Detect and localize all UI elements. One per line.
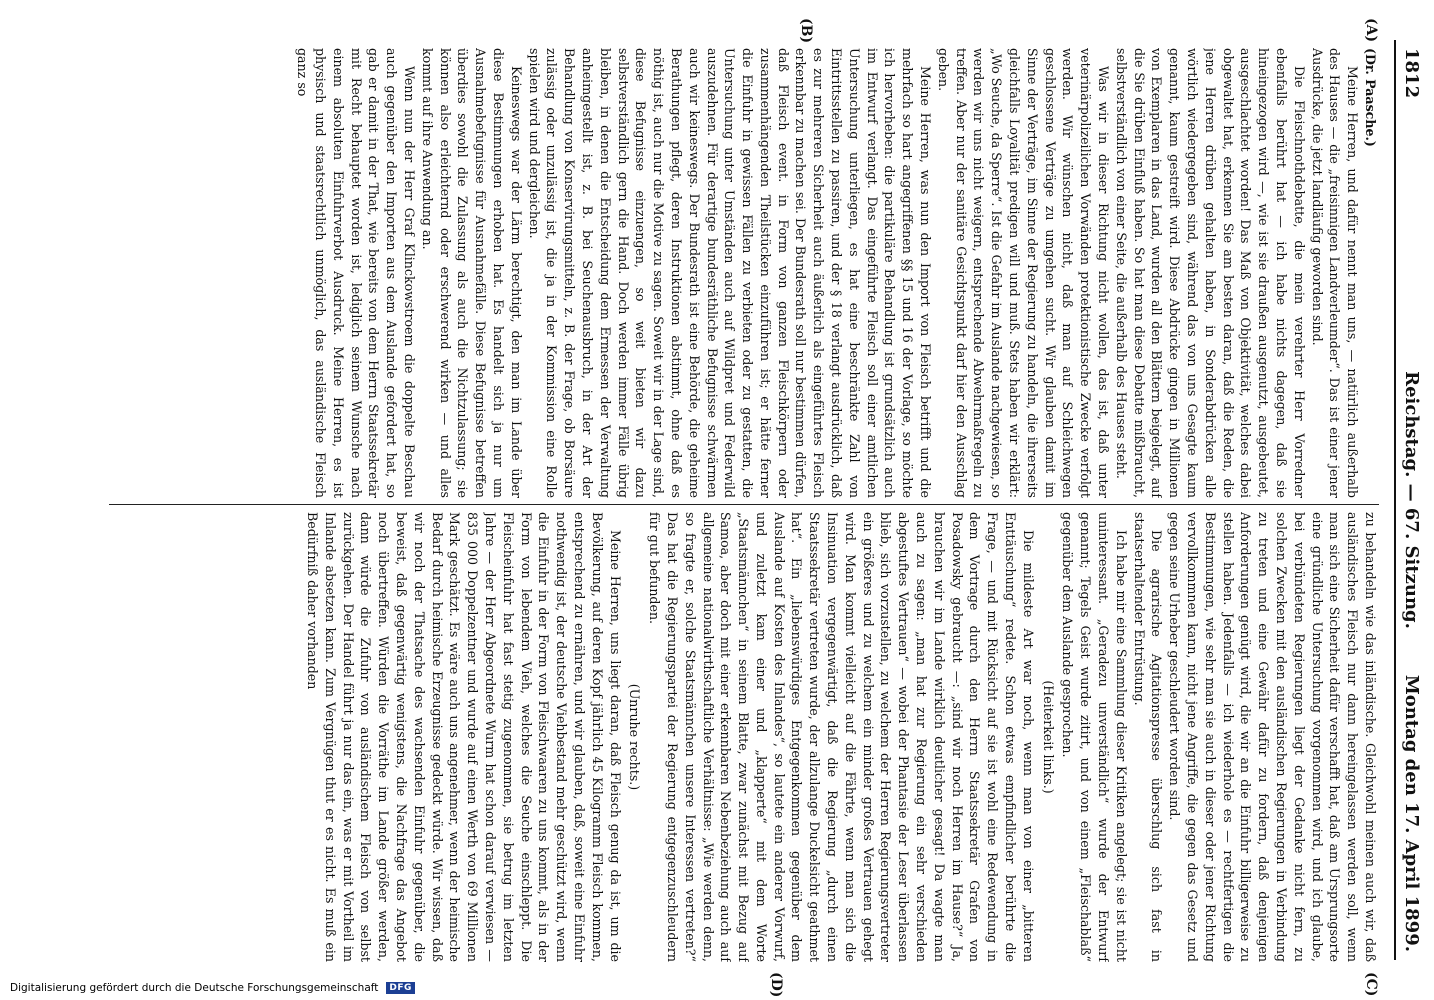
- paragraph: Meine Herren, und dafür nennt man uns, — natürlich außerhalb des Hauses — die „freisinnigen Landverleumder“. Das ist einer jener Ausdrücke, die jetzt landläufig geworden sind.: [1309, 48, 1361, 498]
- session-date: Montag den 17. April 1899.: [1401, 674, 1422, 952]
- page-header: [1394, 40, 1424, 960]
- paragraph: Ich habe mir eine Sammlung dieser Kritiken angelegt; sie ist nicht uninteressant. „Geradezu unverständlich“ wurde der Entwurf genannt; Tegels Geist wurde zitirt, und von einem „Fleischablaß“ gegenüber dem Auslande gesprochen.: [1060, 512, 1129, 962]
- paragraph: Meine Herren, uns liegt daran, daß Fleisch genug da ist, um die Bevölkerung, auf deren Kopf jährlich 45 Kilogramm Fleisch kommen, entsprechend zu ernähren, und wir glauben, daß, soweit eine Einfuhr nothwendig ist, der deutsche Viehbestand mehr geschützt wird, wenn die Einfuhr in der Form von Fleischwaaren zu uns kommt, als in der Form von lebendem Vieh, welches die Seuche einschleppt. Die Fleischeinfuhr hat fast stetig zugenommen, sie betrug im letzten Jahre — der Herr Abgeordnete Wurm hat schon darauf verwiesen — 835 000 Doppelzentner und wurde auf einen Werth von 69 Millionen Mark geschätzt. Es wäre auch uns angenehmer, wenn der heimische Bedarf durch heimische Erzeugnisse gedeckt würde. Wir wissen, daß wir noch der Thatsache des wachsenden Einfuhr gegenüber, die beweist, daß gegenwärtig wenigstens, die Nachfrage das Angebot noch übertreffen. Würden die Vorräthe im Lande größer werden, dann würde die Zufuhr von ausländischem Fleisch von selbst zurückgehen. Der Handel führt ja nur das ein, was er mit Vortheil im Inlande absetzen kann. Zum Vergnügen thut er es nicht. Es muß ein Bedürfniß daher vorhanden: [304, 512, 623, 962]
- paragraph: zu behandeln wie das inländische. Gleichwohl meinen auch wir, daß ausländisches Fleisch nur dann hereingelassen werden soll, wenn man sich eine Sicherheit dafür verschafft hat, daß am Ursprungsorte eine gründliche Untersuchung vorgenommen wird, und ich glaube, bei verbündeten Regierungen liegt der Gedanke nicht fern, zu solchen Zwecken mit den ausländischen Regierungen in Verbindung zu treten und eine Gewähr dafür zu fordern, daß denjenigen Anforderungen genügt wird, die wir an die Einfuhr billigerweise zu stellen haben. Jedenfalls — ich wiederhole es — rechtfertigen die Bestimmungen, wie sehr man sie auch in dieser oder jener Richtung vervollkommnen kann, nicht jene Angriffe, die gegen das Gesetz und gegen seine Urheber geschleudert worden sind.: [1167, 512, 1378, 962]
- paragraph: Was wir in dieser Richtung nicht wollen, das ist, daß unter veterinärpolizeilichen Vorwänden protektionistische Zwecke verfolgt werden. Wir wünschen nicht, daß man auf Schleichwegen geschlossene Verträge zu umgehen sucht. Wir glauben damit im Sinne der Verträge, im Sinne der Regierung zu handeln, die ihrerseits gleichfalls Loyalität predigen will und muß. Stets haben wir erklärt: „Wo Seuche, da Sperre“. Ist die Gefahr im Auslande nachgewiesen, so werden wir uns nicht weigern, entsprechende Abwehrmaßregeln zu treffen. Aber nur der sanitäre Gesichtspunkt darf hier den Ausschlag geben.: [935, 48, 1112, 498]
- right-column: [109, 512, 1379, 962]
- dfg-logo: DFG: [386, 982, 415, 994]
- paragraph: Die Fleischnothdebatte, die mein verehrter Herr Vorredner ebenfalls berührt hat — ich habe nichts dagegen, daß sie hineingezogen wird —, wie ist sie draußen ausgenutzt, ausgebeutet, ausgeschlachtet worden! Das Maß von Objektivität, welches dabei obgewaltet hat, erkennen Sie am besten daran, daß die Reden, die jene Herren drüben gehalten haben, in Sonderabdrücken alle wörtlich wiedergegeben sind, während das von uns Gesagte kaum genannt, kaum gestreift wird. Diese Abdrücke gingen in Millionen von Exemplaren in das Land, wurden all den Blättern beigelegt, auf die Sie drüben Einfluß haben. So hat man diese Debatte mißbraucht, selbstverständlich von einer Seite, die außerhalb des Hauses steht.: [1113, 48, 1307, 498]
- footer-credit: [10, 982, 415, 994]
- paragraph: Keineswegs war der Lärm berechtigt, den man im Lande über diese Bestimmungen erhoben hat. Es handelt sich ja nur um Ausnahmebefugnisse für Ausnahmefälle. Diese Befugnisse betreffen überdies sowohl die Zulassung als auch die Nichtzulassung; sie können also erleichternd oder erschwerend wirken — und alles kommt auf ihre Anwendung an.: [419, 48, 524, 498]
- paragraph: Die mildeste Art war noch, wenn man von einer „bitteren Enttäuschung“ redete. Schon etwas empfindlicher berührte die Frage, — und mit Rücksicht auf sie ist wohl eine Redewendung in dem Vortrage durch den Herrn Staatssekretär Grafen von Posadowsky gebraucht —: „sind wir noch Herren im Hause?“ Ja, brauchen wir im Lande wirklich deutlicher gesagt! Da wagte man auch zu sagen: „man hat zur Regierung ein sehr verschieden abgestuftes Vertrauen“ — wobei der Phantasie der Leser überlassen blieb, sich vorzustellen, zu welchem der Herren Regierungsvertreter ein größeres und zu welchem ein minder großes Vertrauen gehegt wird. Man kommt vielleicht auf die Fährte, wenn man sich die Insinuation vergegenwärtigt, daß die Regierung „durch einen Staatssekretär vertreten wurde, der allzulange Duckelsicht geathmet hat“. Ein „liebenswürdiges Entgegenkommen gegenüber dem Auslande auf Kosten des Inlandes“, so lautete ein anderer Vorwurf, und zuletzt kam einer und „klapperte“ mit dem Worte „Staatsmännchen“ in seinem Blatte, zwar zunächst mit Bezug auf Samoa, aber doch mit einer erkennbaren Nebenbeziehung auch auf allgemeine nationalwirthschaftliche Verhältnisse: „Wie werden denn, so fragte er, solche Staatsmännchen unsere Interessen vertreten?“ Das hat die Regierungspartei der Regierung entgegenzuschleudern für gut befunden.: [647, 512, 1036, 962]
- footer-text: Digitalisierung gefördert durch die Deutsche Forschungsgemeinschaft: [10, 982, 379, 994]
- paragraph: Die agrarische Agitationspresse überschlug sich fast in staatserhaltender Entrüstung.: [1131, 512, 1165, 962]
- paragraph: Meine Herren, was nun den Import von Fleisch betrifft und die mehrfach so hart angegriffenen §§ 15 und 16 der Vorlage, so möchte ich hervorheben: die partikuläre Behandlung ist grundsätzlich auch im Entwurf verlangt. Das eingeführte Fleisch soll einer amtlichen Untersuchung unterliegen, es hat eine beschränkte Zahl von Eintrittsstellen zu passiren, und der § 18 verlangt ausdrücklich, daß es zur mehreren Sicherheit auch äußerlich als eingeführtes Fleisch erkennbar zu machen sei. Der Bundesrath soll nur bestimmen dürfen, daß Fleisch event. in Form von ganzen Fleischkörpern oder zusammenhängenden Theilstücken einzuführen ist; er hätte ferner die Einfuhr in gewissen Fällen zu verbieten oder zu gestatten, die Untersuchung unter Umständen auch auf Wildpret und Federwild auszudehnen. Für derartige bundesräthliche Befugnisse schwärmen auch wir keineswegs. Der Bundesrath ist eine Behörde, die geheime Berathungen pflegt, deren Instruktionen abstimmt, ohne daß es nöthig ist, auch nur die Motive zu sagen. Soweit wir in der Lage sind, diese Befugnisse einzuengen, so weit bieten wir dazu selbstverständlich gern die Hand. Doch werden immer Fälle übrig bleiben, in denen die Entscheidung dem Ermessen der Verwaltung anheimgestellt ist, z. B. bei Seuchenausbruch, in der Art der Behandlung von Konservirungsmitteln, z. B. der Frage, ob Borsäure zulässig oder unzulässig ist, die ja in der Kommission eine Rolle spielen wird und dergleichen.: [526, 48, 934, 498]
- session-title: Reichstag. — 67. Sitzung.: [1401, 371, 1422, 629]
- margin-marker-d: (D): [768, 972, 784, 998]
- page-number: 1812: [1401, 48, 1422, 99]
- margin-marker-a: (A): [1363, 18, 1379, 43]
- margin-marker-c: (C): [1363, 972, 1379, 997]
- paragraph: Wenn nun der Herr Graf Klinckowstroem die doppelte Beschau auch gegenüber den Importen aus dem Auslande gefordert hat, so gab er damit in der That, wie bereits von dem Herrn Staatssekretär mit Recht behauptet worden ist, lediglich seinem Wunsche nach einem absoluten Einfuhrverbot Ausdruck. Meine Herren, es ist physisch und staatsrechtlich unmöglich, das ausländische Fleisch ganz so: [295, 48, 417, 498]
- left-column: [109, 48, 1379, 498]
- column-divider: [109, 504, 1379, 505]
- interjection: (Heiterkeit links.): [1040, 680, 1056, 794]
- margin-marker-b: (B): [798, 18, 814, 44]
- speaker-label: (Dr. Paasche.): [1363, 48, 1378, 147]
- interjection: (Unruhe rechts.): [627, 683, 643, 791]
